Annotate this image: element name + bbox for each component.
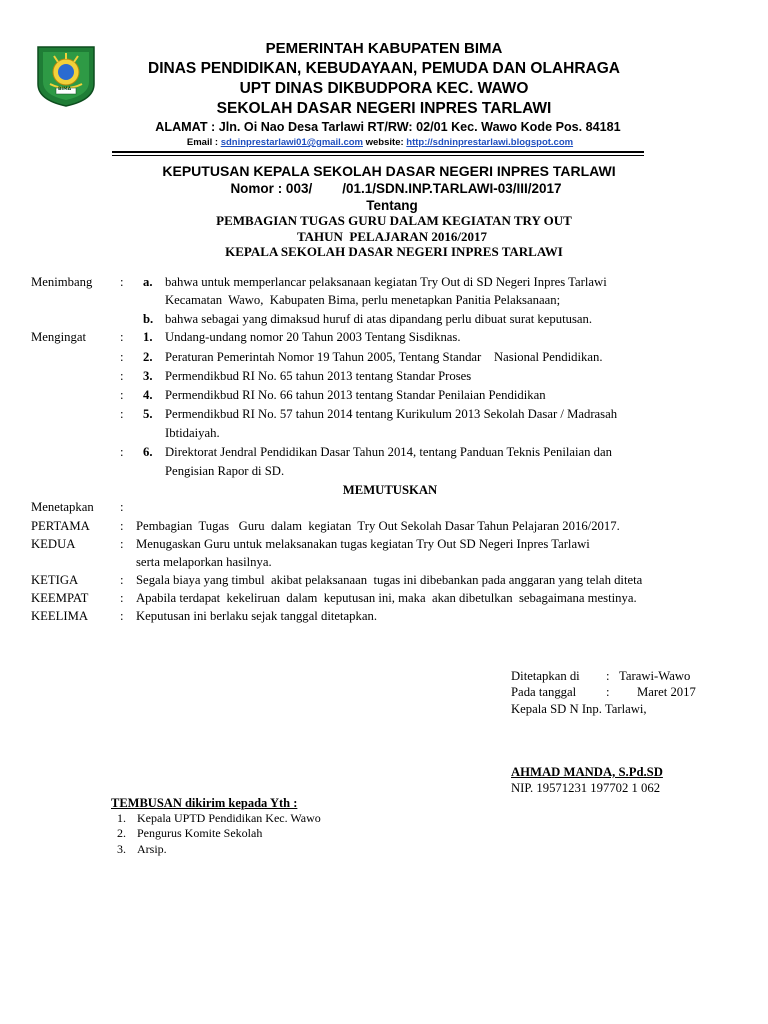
mengingat-colon-3: :: [120, 369, 124, 383]
date-value: Maret 2017: [637, 685, 696, 699]
decision-text-kedua-line2: serta melaporkan hasilnya.: [136, 555, 272, 569]
mengingat-item-2: Peraturan Pemerintah Nomor 19 Tahun 2005, Tentang Standar Nasional Pendidikan.: [165, 350, 603, 364]
decision-text-pertama: Pembagian Tugas Guru dalam kegiatan Try Out Sekolah Dasar Tahun Pelajaran 2016/2017.: [136, 519, 620, 533]
menimbang-a-line2: Kecamatan Wawo, Kabupaten Bima, perlu menetapkan Panitia Pelaksanaan;: [165, 293, 561, 307]
mengingat-marker-1: 1.: [143, 330, 153, 344]
tembusan-item-2: Pengurus Komite Sekolah: [137, 826, 263, 840]
mengingat-label: Mengingat: [31, 330, 86, 344]
decision-colon-menetapkan: :: [120, 500, 124, 514]
tembusan-num-1: 1.: [117, 811, 126, 825]
place-label: Ditetapkan di: [511, 669, 580, 683]
letterhead-line-department: DINAS PENDIDIKAN, KEBUDAYAAN, PEMUDA DAN OLAHRAGA: [148, 60, 620, 77]
mengingat-item-5-line1: Permendikbud RI No. 57 tahun 2014 tentang Kurikulum 2013 Sekolah Dasar / Madrasah: [165, 407, 618, 421]
tembusan-item-3: Arsip.: [137, 842, 167, 856]
decree-number: Nomor : 003/ /01.1/SDN.INP.TARLAWI-03/III/2017: [230, 181, 562, 196]
place-colon: :: [606, 669, 610, 683]
letterhead-address: ALAMAT : Jln. Oi Nao Desa Tarlawi RT/RW: 02/01 Kec. Wawo Kode Pos. 84181: [155, 120, 621, 134]
mengingat-marker-3: 3.: [143, 369, 153, 383]
menimbang-marker-a: a.: [143, 275, 153, 289]
letterhead-line-upt: UPT DINAS DIKBUDPORA KEC. WAWO: [239, 80, 529, 97]
decree-tentang: Tentang: [366, 198, 418, 213]
menimbang-b-line1: bahwa sebagai yang dimaksud huruf di atas dipandang perlu dibuat surat keputusan.: [165, 312, 593, 326]
letterhead-divider-thick: [112, 151, 644, 153]
decision-colon-keempat: :: [120, 591, 124, 605]
menimbang-a-line1: bahwa untuk memperlancar pelaksanaan kegiatan Try Out di SD Negeri Inpres Tarlawi: [165, 275, 607, 289]
place-value: Tarawi-Wawo: [619, 669, 691, 683]
mengingat-marker-5: 5.: [143, 407, 153, 421]
email-link[interactable]: sdninprestarlawi01@gmail.com: [220, 137, 363, 148]
decree-title: KEPUTUSAN KEPALA SEKOLAH DASAR NEGERI INPRES TARLAWI: [162, 163, 616, 179]
decision-colon-kedua: :: [120, 537, 124, 551]
decision-label-pertama: PERTAMA: [31, 519, 90, 533]
letterhead-contact: [150, 137, 610, 148]
menimbang-colon: :: [120, 275, 124, 289]
email-label: Email :: [186, 137, 221, 148]
tembusan-title: TEMBUSAN dikirim kepada Yth :: [111, 796, 298, 810]
date-colon: :: [606, 685, 610, 699]
decision-label-keelima: KEELIMA: [31, 609, 89, 623]
mengingat-marker-2: 2.: [143, 350, 153, 364]
mengingat-colon-5: :: [120, 407, 124, 421]
mengingat-colon-4: :: [120, 388, 124, 402]
tembusan-num-2: 2.: [117, 826, 126, 840]
decision-text-keelima: Keputusan ini berlaku sejak tanggal ditetapkan.: [136, 609, 377, 623]
mengingat-item-6-line2: Pengisian Rapor di SD.: [165, 464, 285, 478]
decision-text-keempat: Apabila terdapat kekeliruan dalam keputusan ini, maka akan dibetulkan sebagaimana mestinya.: [136, 591, 637, 605]
decision-text-ketiga: Segala biaya yang timbul akibat pelaksanaan tugas ini dibebankan pada anggaran yang telah diteta: [136, 573, 643, 587]
mengingat-colon-1: :: [120, 330, 124, 344]
tembusan-item-1: Kepala UPTD Pendidikan Kec. Wawo: [137, 811, 321, 825]
decision-colon-keelima: :: [120, 609, 124, 623]
website-link[interactable]: http://sdninprestarlawi.blogspot.com: [406, 137, 574, 148]
decision-colon-ketiga: :: [120, 573, 124, 587]
mengingat-item-6-line1: Direktorat Jendral Pendidikan Dasar Tahun 2014, tentang Panduan Teknis Penilaian dan: [165, 445, 612, 459]
signer-name: AHMAD MANDA, S.Pd.SD: [511, 765, 663, 779]
decision-label-keempat: KEEMPAT: [31, 591, 89, 605]
mengingat-item-4: Permendikbud RI No. 66 tahun 2013 tentang Standar Penilaian Pendidikan: [165, 388, 546, 402]
tembusan-num-3: 3.: [117, 842, 126, 856]
mengingat-item-5-line2: Ibtidaiyah.: [165, 426, 220, 440]
signer-position: Kepala SD N Inp. Tarlawi,: [511, 702, 647, 716]
website-label: website:: [363, 137, 407, 148]
letterhead-line-government: PEMERINTAH KABUPATEN BIMA: [265, 40, 503, 57]
decree-subject: PEMBAGIAN TUGAS GURU DALAM KEGIATAN TRY OUT: [216, 213, 572, 228]
letterhead-divider-thin: [112, 155, 644, 156]
decision-colon-pertama: :: [120, 519, 124, 533]
decision-label-menetapkan: Menetapkan: [31, 500, 94, 514]
logo-text: BIMA: [58, 87, 72, 92]
decree-year: TAHUN PELAJARAN 2016/2017: [296, 229, 488, 244]
mengingat-marker-4: 4.: [143, 388, 153, 402]
menimbang-label: Menimbang: [31, 275, 93, 289]
signer-nip: NIP. 19571231 197702 1 062: [511, 781, 661, 795]
mengingat-item-1: Undang-undang nomor 20 Tahun 2003 Tentang Sisdiknas.: [165, 330, 461, 344]
decision-label-kedua: KEDUA: [31, 537, 76, 551]
date-label: Pada tanggal: [511, 685, 577, 699]
mengingat-colon-2: :: [120, 350, 124, 364]
mengingat-marker-6: 6.: [143, 445, 153, 459]
decree-issuer: KEPALA SEKOLAH DASAR NEGERI INPRES TARLAWI: [225, 244, 563, 259]
decision-text-kedua-line1: Menugaskan Guru untuk melaksanakan tugas kegiatan Try Out SD Negeri Inpres Tarlawi: [136, 537, 590, 551]
letterhead-line-school: SEKOLAH DASAR NEGERI INPRES TARLAWI: [216, 100, 552, 117]
mengingat-item-3: Permendikbud RI No. 65 tahun 2013 tentang Standar Proses: [165, 369, 472, 383]
mengingat-colon-6: :: [120, 445, 124, 459]
menimbang-marker-b: b.: [143, 312, 154, 326]
memutuskan-heading: MEMUTUSKAN: [342, 483, 438, 497]
decision-label-ketiga: KETIGA: [31, 573, 79, 587]
